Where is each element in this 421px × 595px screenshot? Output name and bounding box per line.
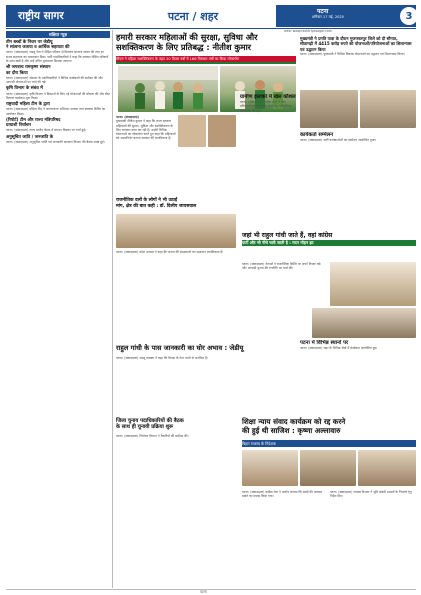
story-congress-subhead: पार्टी और भी नीचे चली जाती है : मदन मोहन झा: [242, 240, 416, 246]
brief-news-header: संक्षिप्त न्यूज़: [6, 31, 110, 38]
brief-news-list: [6, 40, 110, 144]
education-photo-3: [358, 450, 416, 486]
revenue-band: बिहार राजस्व के निदेशक: [242, 440, 416, 447]
story-jdu-body-text: पटना। (संवाददाता) जदयू प्रवक्ता ने कहा कि विपक्ष के नेता तथ्यों से अनभिज्ञ हैं।: [116, 356, 208, 360]
portrait-photo-2: [208, 115, 236, 147]
jaiswal-photo: [116, 214, 236, 248]
masthead-city: पटना: [317, 8, 329, 15]
story-revenue-body-text: पटना। (संवाददाता) राजस्व विभाग ने भूमि संबंधी मामलों के निपटारे हेतु निर्देश दिए।: [330, 490, 412, 499]
brief-news-body: पटना। (संवाददाता) राज्य स्तरीय बैठक में संगठन विस्तार पर चर्चा हुई।: [6, 128, 87, 133]
story-education-body-text: पटना। (संवाददाता) कांग्रेस नेता ने आरोप लगाया कि छात्रों की आवाज दबाने का प्रयास किया गया।: [242, 490, 322, 499]
paper-name: राष्ट्रीय सागर: [6, 5, 110, 27]
top-right-story: [300, 36, 416, 88]
brief-news-subhead: का दौरा किया: [6, 70, 28, 76]
story-sports: [240, 94, 296, 194]
lead-body-text: मुख्यमंत्री नीतीश कुमार ने कहा कि राज्य सरकार महिलाओं की सुरक्षा, सुविधा और सशक्तिकरण के लिए लगातार काम कर रही है। उन्होंने विभिन्न योजनाओं का लोकार्पण करते हुए कहा कि महिलाओं को आत्मनिर्भर बनाना सरकार की प्राथमिकता है।: [116, 119, 176, 141]
brief-news-body: पटना। (संवाददाता) जदयू नेता ने पीड़ित परिवार से मिलकर सांत्वना व्यक्त की तथा हर संभव सहायता का आश्वासन दिया। पार्टी पदाधिकारियों ने कहा कि सरकार पीड़ित परिवारों के साथ खड़ी है और उन्हें उचित मुआवजा दिलाया जाएगा।: [6, 50, 109, 63]
masthead-date: शनिवार 17 मई, 2025: [312, 15, 344, 19]
story-worker-meet: [300, 132, 416, 192]
portrait-photo-1: [178, 115, 206, 147]
section-title: पटना / शहर: [110, 5, 276, 27]
brief-news-item: [6, 65, 110, 84]
top-right-body: पटना। (संवाददाता) मुख्यमंत्री ने विभिन्न विकास योजनाओं का उद्घाटन एवं शिलान्यास किया।: [300, 52, 405, 57]
brief-news-column: [6, 31, 110, 586]
brief-news-subhead: ने सांत्वना जताया व आर्थिक सहायता की: [6, 45, 70, 51]
story-jaiswal: [116, 198, 236, 209]
story-jaiswal-body-text: पटना। (संवाददाता) प्रदेश अध्यक्ष ने कहा कि जनता की समस्याओं का समाधान प्राथमिकता है।: [116, 250, 224, 254]
story-patna: [300, 340, 416, 414]
masthead: [6, 5, 416, 27]
story-revenue-body: [330, 490, 416, 584]
story-congress-headline: जहां भी राहुल गांधी जाते हैं, वहां कांग्रेस: [242, 232, 333, 239]
brief-news-item: [6, 40, 110, 63]
lead-headline: [116, 32, 296, 52]
story-jaiswal-headline: राजनीतिक दलों के लोगों ने भी उठाई: [116, 198, 178, 203]
lead-deck: सीएम ने महिला सशक्तिकरण के तहत 20 दिवस वर्षों में 166 विरासत वर्षों का किया लोकार्पण: [116, 56, 296, 62]
brief-news-headline: श्री जगन्नाथ रामकृष्ण संस्थान: [6, 65, 51, 71]
lead-headline-line2: सशक्तिकरण के लिए प्रतिबद्ध : नीतीश कुमार: [116, 42, 252, 52]
education-photo-2: [300, 450, 356, 486]
story-jdu-body: [116, 356, 236, 416]
brief-news-item: [6, 135, 110, 145]
brief-news-headline: तीन बच्चों के निधन पर जेडीयू: [6, 40, 53, 45]
education-photo-1: [242, 450, 298, 486]
story-election-body-text: पटना। (संवाददाता) निर्वाचन विभाग ने तैयारियों की समीक्षा की।: [116, 434, 189, 438]
brief-news-headline: राष्ट्रवादी महिला टीम के द्वारा: [6, 102, 50, 108]
brief-news-headline: अनुसूचित जाति / जनजाति के: [6, 134, 54, 140]
story-sports-body: पटना। (संवाददाता) ग्रामीण क्षेत्रों में खेल प्रतिभाओं को प्रोत्साहित करने हेतु प्रतियोगिता आयोजित की गई।: [240, 100, 292, 113]
brief-news-item: [6, 102, 110, 116]
story-patna-body: पटना। (संवाददाता) शहर के विभिन्न क्षेत्रों में कार्यक्रम आयोजित हुए।: [300, 346, 378, 350]
story-congress: [242, 232, 416, 246]
story-worker-body: पटना। (संवाददाता) पार्टी कार्यकर्ताओं का सम्मेलन आयोजित हुआ।: [300, 138, 377, 142]
right-photo-2: [360, 90, 416, 128]
lead-photo: [118, 66, 218, 112]
top-right-subhead: सीतामढ़ी में 4415 करोड़ रुपये की योजनाओं/परियोजनाओं का शिलान्यास एवं उद्घाटन किया: [300, 41, 412, 52]
story-election-headline: जिला चुनाव पदाधिकारियों की बैठक: [116, 418, 184, 424]
brief-news-body: पटना। (संवाददाता) कृषि विभाग ने किसानों के लिए नई योजनाओं की घोषणा की और बीज वितरण कार्यक्रम शुरू किया।: [6, 91, 110, 100]
story-education: [242, 418, 416, 436]
page-number: 3: [400, 7, 418, 25]
story-jaiswal-subhead: मांग, क्षेत्र की बात कही : डॉ. दिलीप जायसवाल: [116, 203, 197, 209]
story-education-body: [242, 490, 326, 584]
brief-news-subhead: प्रत्याशी निर्वाचन: [6, 123, 31, 129]
story-jaiswal-body: [116, 250, 236, 345]
story-jdu-headline: राहुल गांधी के पास जानकारी का घोर अभाव : जेडीयू: [116, 344, 244, 352]
brief-news-body: पटना। (संवाददाता) संस्थान के पदाधिकारियों ने विभिन्न कार्यक्रमों की समीक्षा की और आगामी योजनाओं पर चर्चा की गई।: [6, 75, 103, 84]
footer-marker: पटना: [200, 590, 207, 594]
top-right-headline: मुख्यमंत्री ने प्रगति यात्रा के दौरान मुजफ्फरपुर जिले को दी सौगात,: [300, 36, 398, 41]
story-education-headline: शिक्षा न्याय संवाद कार्यक्रम को रद्द करने: [242, 417, 346, 426]
story-election-subhead: के साथ ही चुनावी प्रक्रिया शुरू: [116, 424, 174, 431]
brief-news-headline: कृषि विभाग के संबंध में: [6, 86, 43, 92]
right-photo-1: [300, 90, 358, 128]
lead-headline-line1: हमारी सरकार महिलाओं की सुरक्षा, सुविधा और: [116, 32, 258, 42]
story-patna-headline: पटना में विभिन्न स्थानों पर: [300, 340, 349, 346]
masthead-right-band: [276, 5, 416, 27]
congress-photo: [330, 262, 416, 306]
brief-news-item: [6, 86, 110, 100]
story-election: [116, 418, 236, 431]
lead-deck-green: [116, 62, 296, 64]
story-sports-headline: ग्रामीण इलाकों में खेल कौशल: [240, 94, 296, 100]
story-election-body: [116, 434, 236, 584]
story-worker-headline: कार्यकर्ता सम्मेलन: [300, 132, 333, 138]
brief-news-body: पटना। (संवाददाता) महिला टीम ने जागरूकता अभियान चलाया तथा स्वास्थ्य शिविर का आयोजन किया।: [6, 107, 106, 116]
lead-byline: पटना। (संवाददाता): [116, 115, 139, 119]
story-congress-body-text: पटना। (संवाददाता) नेताओं ने राजनीतिक स्थिति पर अपने विचार रखे और आगामी चुनाव की रणनीति पर चर्चा की।: [242, 262, 321, 271]
brief-news-body: पटना। (संवाददाता) अनुसूचित जाति एवं जनजाति कल्याण विभाग की बैठक संपन्न हुई।: [6, 139, 105, 144]
website: web: www.rashtriyasagar.com: [284, 29, 332, 33]
brief-news-headline: (रिपोर्ट) टीम और राज्य मंत्रिपरिषद: [6, 117, 61, 123]
brief-news-item: [6, 118, 110, 133]
story-education-subhead: की हुई थी साजिश : कृष्णा अल्लावारु: [242, 425, 341, 435]
bottom-right-photo-1: [312, 308, 416, 338]
